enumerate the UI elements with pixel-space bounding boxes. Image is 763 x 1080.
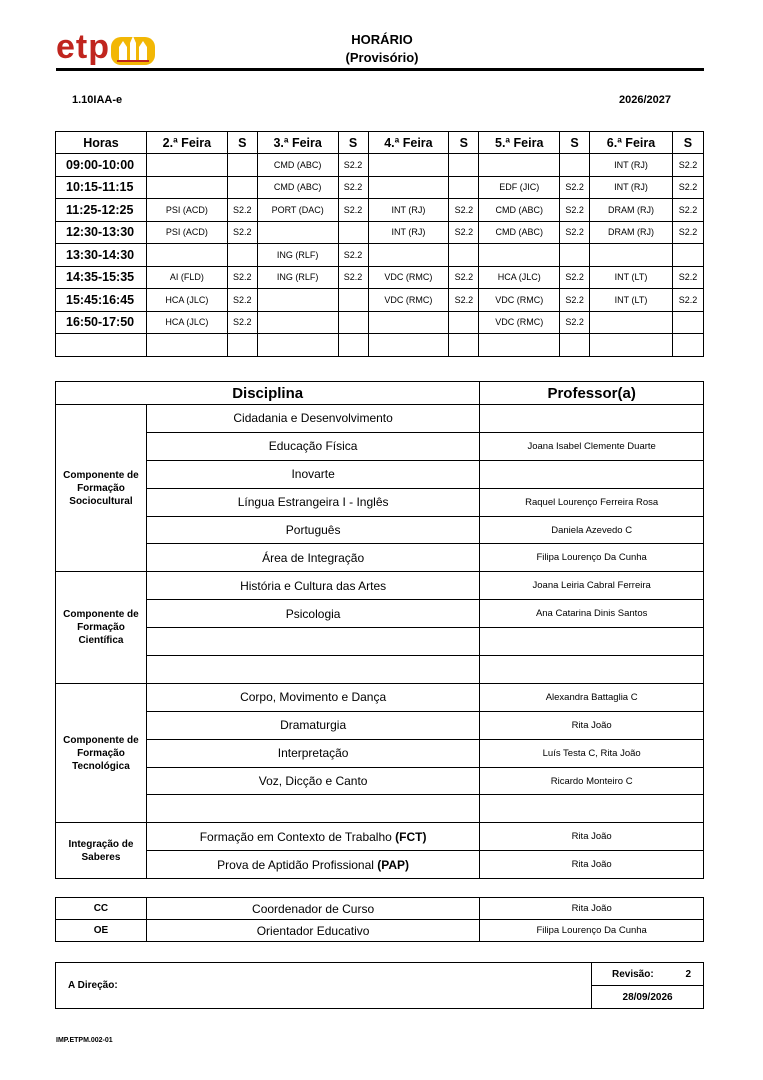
- discipline-row: [56, 795, 704, 823]
- room-cell: S2.2: [672, 154, 703, 177]
- room-cell: S2.2: [449, 289, 479, 312]
- room-cell: S2.2: [560, 266, 590, 289]
- revision-label: Revisão:: [592, 963, 674, 986]
- direction-box: [55, 962, 704, 1009]
- discipline-name-text: Prova de Aptidão Profissional: [217, 857, 374, 872]
- document-subtitle: (Provisório): [345, 50, 419, 65]
- room-cell: [560, 154, 590, 177]
- discipline-row: [56, 683, 704, 711]
- schedule-row: [56, 154, 704, 177]
- subject-cell: CMD (ABC): [257, 154, 338, 177]
- discipline-row: [56, 628, 704, 656]
- teacher-name: Ricardo Monteiro C: [480, 767, 704, 795]
- teacher-name: Joana Isabel Clemente Duarte: [480, 432, 704, 460]
- subject-cell: [479, 334, 560, 357]
- discipline-row: [56, 823, 704, 851]
- discipline-name: [146, 572, 479, 600]
- discipline-column-header: Disciplina: [56, 382, 480, 405]
- discipline-name: [146, 600, 479, 628]
- discipline-row: [56, 711, 704, 739]
- schedule-header-row: [56, 132, 704, 154]
- coordination-role: Coordenador de Curso: [146, 898, 479, 920]
- discipline-name-text: História e Cultura das Artes: [240, 578, 387, 593]
- teacher-name: [480, 656, 704, 684]
- subject-cell: [368, 154, 449, 177]
- time-slot: 14:35-15:35: [56, 266, 147, 289]
- discipline-name-text: Corpo, Movimento e Dança: [240, 690, 387, 705]
- subject-cell: [146, 154, 227, 177]
- subject-cell: [479, 244, 560, 267]
- component-label: Componente de Formação Científica: [56, 572, 147, 684]
- class-code: 1.10IAA-e: [72, 94, 123, 106]
- schedule-row: [56, 244, 704, 267]
- room-cell: [227, 154, 257, 177]
- room-cell: S2.2: [449, 221, 479, 244]
- room-column-header: S: [338, 132, 368, 154]
- header-divider: [56, 68, 704, 71]
- subject-cell: [590, 244, 673, 267]
- component-label: Integração de Saberes: [56, 823, 147, 879]
- room-cell: [338, 289, 368, 312]
- teacher-name: Daniela Azevedo C: [480, 516, 704, 544]
- coordination-row: [56, 920, 704, 942]
- school-year: 2026/2027: [619, 94, 671, 106]
- subject-cell: [368, 244, 449, 267]
- room-cell: S2.2: [672, 221, 703, 244]
- subject-cell: [257, 289, 338, 312]
- teacher-name: Joana Leiria Cabral Ferreira: [480, 572, 704, 600]
- discipline-name: [146, 795, 479, 823]
- room-cell: [672, 244, 703, 267]
- room-cell: [672, 311, 703, 334]
- discipline-row: [56, 460, 704, 488]
- disciplines-header-row: [56, 382, 704, 405]
- schedule-row: [56, 311, 704, 334]
- subject-cell: EDF (JIC): [479, 176, 560, 199]
- room-column-header: S: [449, 132, 479, 154]
- subject-cell: [257, 221, 338, 244]
- subject-cell: DRAM (RJ): [590, 221, 673, 244]
- discipline-name: [146, 683, 479, 711]
- discipline-name-text: Formação em Contexto de Trabalho: [199, 829, 392, 844]
- subject-cell: [590, 334, 673, 357]
- room-cell: S2.2: [672, 289, 703, 312]
- hours-column-header: Horas: [56, 132, 147, 154]
- discipline-name-text: Cidadania e Desenvolvimento: [233, 411, 393, 426]
- room-cell: S2.2: [227, 266, 257, 289]
- room-cell: S2.2: [227, 311, 257, 334]
- room-cell: S2.2: [227, 199, 257, 222]
- time-slot: [56, 334, 147, 357]
- discipline-name-text: Voz, Dicção e Canto: [258, 774, 368, 789]
- teacher-name: Filipa Lourenço Da Cunha: [480, 544, 704, 572]
- discipline-abbr: (FCT): [395, 829, 427, 844]
- schedule-row: [56, 289, 704, 312]
- discipline-name: [146, 823, 479, 851]
- logo-emblem-icon: [111, 27, 155, 67]
- discipline-row: [56, 851, 704, 879]
- coordination-row: [56, 898, 704, 920]
- component-label: Componente de Formação Tecnológica: [56, 683, 147, 822]
- room-cell: [338, 334, 368, 357]
- room-cell: S2.2: [338, 176, 368, 199]
- subject-cell: [146, 244, 227, 267]
- teacher-name: Rita João: [480, 851, 704, 879]
- subject-cell: VDC (RMC): [368, 266, 449, 289]
- discipline-name-text: Inovarte: [291, 467, 335, 482]
- room-cell: S2.2: [560, 221, 590, 244]
- discipline-name: [146, 767, 479, 795]
- subject-cell: [368, 334, 449, 357]
- discipline-row: [56, 572, 704, 600]
- discipline-name: [146, 544, 479, 572]
- subject-cell: CMD (ABC): [479, 199, 560, 222]
- room-cell: [449, 334, 479, 357]
- teacher-name: Ana Catarina Dinis Santos: [480, 600, 704, 628]
- schedule-row: [56, 334, 704, 357]
- school-logo: [56, 26, 155, 68]
- subject-cell: CMD (ABC): [257, 176, 338, 199]
- subject-cell: INT (LT): [590, 266, 673, 289]
- room-cell: [449, 244, 479, 267]
- discipline-row: [56, 600, 704, 628]
- room-cell: S2.2: [338, 154, 368, 177]
- room-column-header: S: [672, 132, 703, 154]
- discipline-name-text: Dramaturgia: [280, 718, 347, 733]
- room-column-header: S: [560, 132, 590, 154]
- discipline-row: [56, 656, 704, 684]
- coordination-role: Orientador Educativo: [146, 920, 479, 942]
- room-cell: [449, 154, 479, 177]
- subject-cell: INT (RJ): [368, 221, 449, 244]
- teacher-name: [480, 795, 704, 823]
- room-cell: S2.2: [338, 244, 368, 267]
- teacher-name: Rita João: [480, 711, 704, 739]
- coordination-abbr: OE: [56, 920, 147, 942]
- day-column-header: 6.ª Feira: [590, 132, 673, 154]
- room-cell: [449, 176, 479, 199]
- direction-label: A Direção:: [56, 963, 592, 1009]
- room-cell: S2.2: [672, 199, 703, 222]
- room-cell: [227, 334, 257, 357]
- teacher-column-header: Professor(a): [480, 382, 704, 405]
- coordination-person: Filipa Lourenço Da Cunha: [480, 920, 704, 942]
- revision-date: 28/09/2026: [592, 986, 704, 1009]
- room-cell: [560, 334, 590, 357]
- schedule-row: [56, 199, 704, 222]
- teacher-name: Raquel Lourenço Ferreira Rosa: [480, 488, 704, 516]
- subject-cell: [257, 334, 338, 357]
- day-column-header: 2.ª Feira: [146, 132, 227, 154]
- room-column-header: S: [227, 132, 257, 154]
- disciplines-table: [55, 381, 704, 879]
- day-column-header: 4.ª Feira: [368, 132, 449, 154]
- teacher-name: [480, 405, 704, 433]
- discipline-name: [146, 432, 479, 460]
- discipline-name: [146, 711, 479, 739]
- subject-cell: VDC (RMC): [479, 311, 560, 334]
- room-cell: [227, 176, 257, 199]
- discipline-name: [146, 656, 479, 684]
- day-column-header: 5.ª Feira: [479, 132, 560, 154]
- discipline-name: [146, 851, 479, 879]
- subject-cell: INT (LT): [590, 289, 673, 312]
- document-title-block: [320, 31, 444, 67]
- subject-cell: CMD (ABC): [479, 221, 560, 244]
- subject-cell: [146, 334, 227, 357]
- revision-number: 2: [674, 963, 704, 986]
- discipline-name-text: Interpretação: [277, 746, 349, 761]
- teacher-name: [480, 628, 704, 656]
- room-cell: S2.2: [560, 199, 590, 222]
- subject-cell: INT (RJ): [590, 154, 673, 177]
- room-cell: [227, 244, 257, 267]
- discipline-abbr: (PAP): [377, 857, 410, 872]
- subject-cell: AI (FLD): [146, 266, 227, 289]
- discipline-name-text: Educação Física: [268, 439, 358, 454]
- time-slot: 16:50-17:50: [56, 311, 147, 334]
- discipline-name: [146, 516, 479, 544]
- teacher-name: Luís Testa C, Rita João: [480, 739, 704, 767]
- subject-cell: VDC (RMC): [479, 289, 560, 312]
- discipline-name: [146, 739, 479, 767]
- time-slot: 09:00-10:00: [56, 154, 147, 177]
- day-column-header: 3.ª Feira: [257, 132, 338, 154]
- subject-cell: ING (RLF): [257, 244, 338, 267]
- discipline-row: [56, 767, 704, 795]
- room-cell: S2.2: [672, 266, 703, 289]
- schedule-table: [55, 131, 704, 357]
- discipline-name: [146, 460, 479, 488]
- room-cell: S2.2: [449, 199, 479, 222]
- subject-cell: INT (RJ): [590, 176, 673, 199]
- time-slot: 10:15-11:15: [56, 176, 147, 199]
- discipline-row: [56, 516, 704, 544]
- teacher-name: [480, 460, 704, 488]
- subject-cell: [368, 311, 449, 334]
- coordination-table: [55, 897, 704, 942]
- subject-cell: HCA (JLC): [146, 311, 227, 334]
- subject-cell: [257, 311, 338, 334]
- teacher-name: Rita João: [480, 823, 704, 851]
- room-cell: [338, 311, 368, 334]
- subject-cell: ING (RLF): [257, 266, 338, 289]
- discipline-name-text: Língua Estrangeira I - Inglês: [237, 495, 389, 510]
- time-slot: 11:25-12:25: [56, 199, 147, 222]
- room-cell: S2.2: [227, 221, 257, 244]
- schedule-row: [56, 221, 704, 244]
- component-label: Componente de Formação Sociocultural: [56, 405, 147, 572]
- room-cell: S2.2: [449, 266, 479, 289]
- room-cell: S2.2: [560, 289, 590, 312]
- discipline-row: [56, 432, 704, 460]
- discipline-row: [56, 405, 704, 433]
- subject-cell: DRAM (RJ): [590, 199, 673, 222]
- form-code: IMP.ETPM.002-01: [56, 1037, 113, 1044]
- logo-text: etp: [56, 27, 110, 66]
- room-cell: S2.2: [672, 176, 703, 199]
- discipline-name: [146, 405, 479, 433]
- room-cell: [338, 221, 368, 244]
- room-cell: S2.2: [227, 289, 257, 312]
- subject-cell: PORT (DAC): [257, 199, 338, 222]
- schedule-row: [56, 266, 704, 289]
- time-slot: 15:45:16:45: [56, 289, 147, 312]
- room-cell: [672, 334, 703, 357]
- subject-cell: [146, 176, 227, 199]
- document-title: HORÁRIO: [351, 32, 413, 47]
- discipline-row: [56, 488, 704, 516]
- teacher-name: Alexandra Battaglia C: [480, 683, 704, 711]
- subject-cell: [368, 176, 449, 199]
- coordination-person: Rita João: [480, 898, 704, 920]
- subject-cell: HCA (JLC): [146, 289, 227, 312]
- schedule-row: [56, 176, 704, 199]
- discipline-row: [56, 739, 704, 767]
- discipline-name: [146, 628, 479, 656]
- room-cell: S2.2: [338, 266, 368, 289]
- room-cell: S2.2: [338, 199, 368, 222]
- subject-cell: PSI (ACD): [146, 221, 227, 244]
- room-cell: S2.2: [560, 311, 590, 334]
- room-cell: [560, 244, 590, 267]
- coordination-abbr: CC: [56, 898, 147, 920]
- discipline-name-text: Psicologia: [285, 606, 341, 621]
- time-slot: 12:30-13:30: [56, 221, 147, 244]
- subject-cell: HCA (JLC): [479, 266, 560, 289]
- room-cell: S2.2: [560, 176, 590, 199]
- discipline-name-text: Português: [285, 523, 341, 537]
- discipline-name-text: Área de Integração: [262, 550, 365, 565]
- subject-cell: INT (RJ): [368, 199, 449, 222]
- subject-cell: [590, 311, 673, 334]
- time-slot: 13:30-14:30: [56, 244, 147, 267]
- subject-cell: [479, 154, 560, 177]
- discipline-row: [56, 544, 704, 572]
- discipline-name: [146, 488, 479, 516]
- subject-cell: PSI (ACD): [146, 199, 227, 222]
- subject-cell: VDC (RMC): [368, 289, 449, 312]
- room-cell: [449, 311, 479, 334]
